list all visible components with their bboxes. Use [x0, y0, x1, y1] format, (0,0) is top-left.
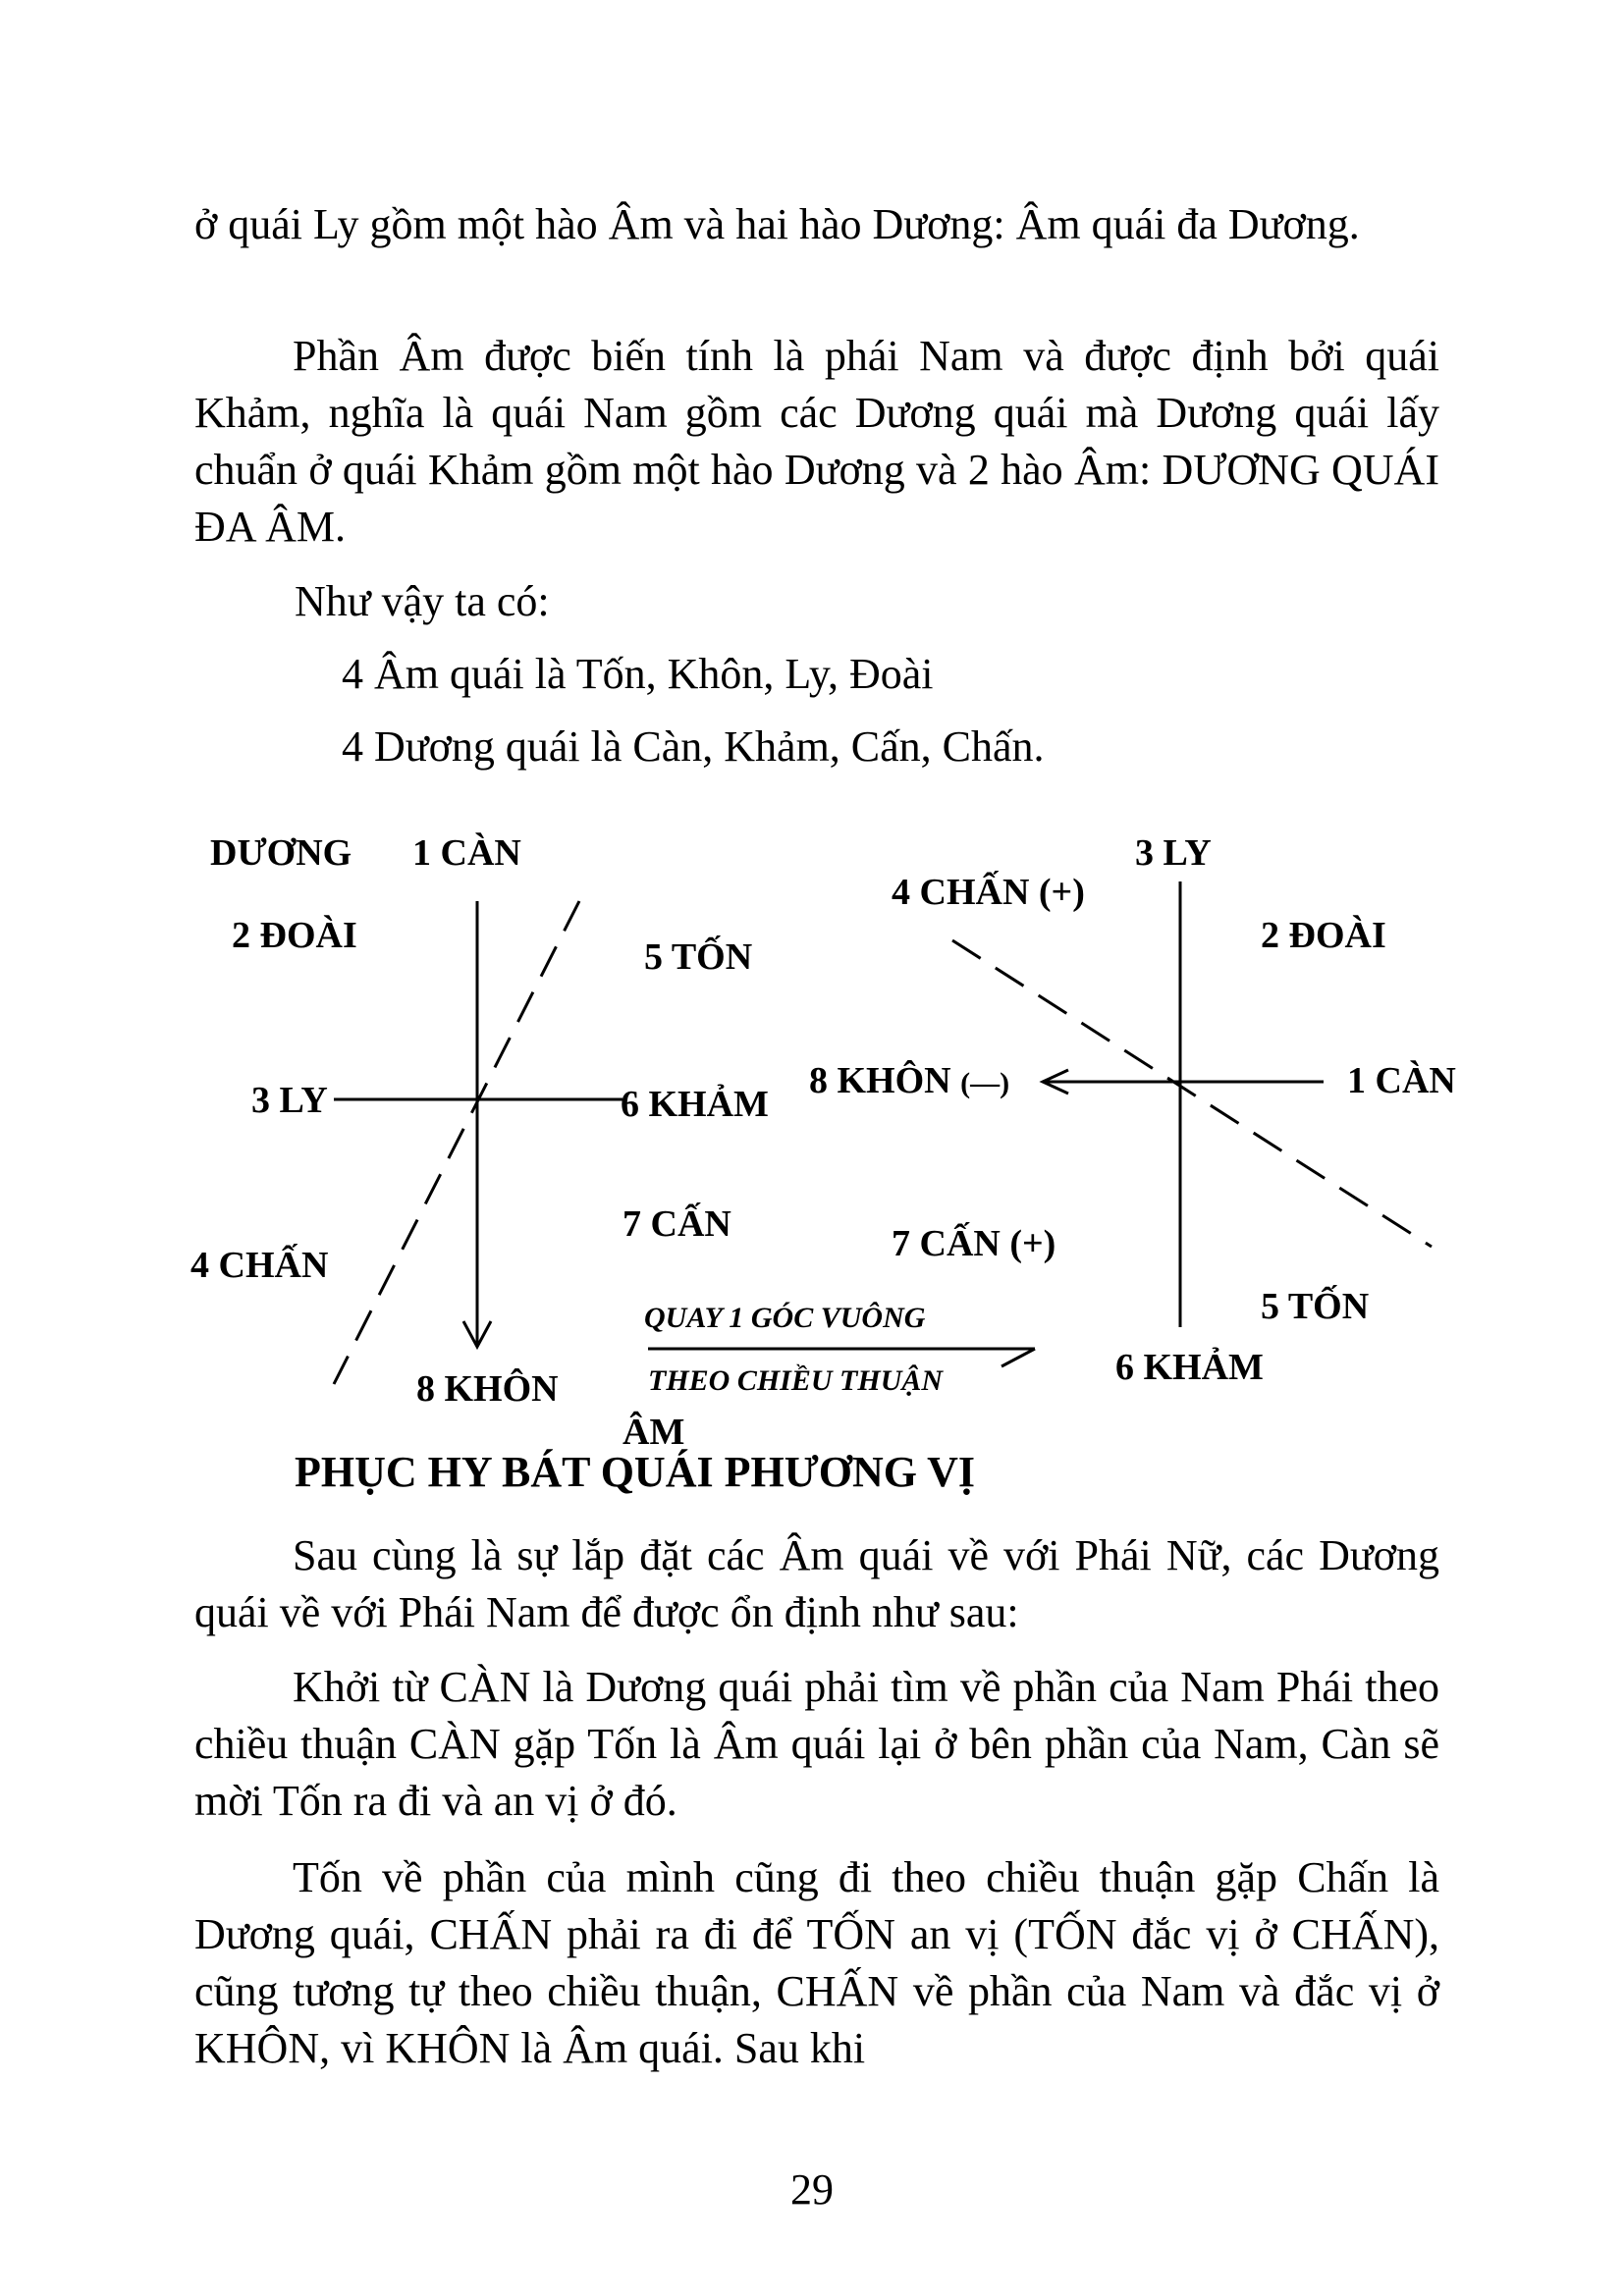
body-paragraph-1: Sau cùng là sự lắp đặt các Âm quái về với Phái Nữ, các Dương quái về với Phái Nam để được ổn định như sau: — [194, 1531, 1439, 1636]
left-label-kham: 6 KHẢM — [621, 1084, 769, 1125]
left-label-can7: 7 CẤN — [623, 1203, 731, 1245]
rotation-label-line1: QUAY 1 GÓC VUÔNG — [644, 1302, 926, 1334]
paragraph-2: Phần Âm được biến tính là phái Nam và được định bởi quái Khảm, nghĩa là quái Nam gồm các Dương quái mà Dương quái lấy chuẩn ở quái Khảm gồm một hào Dương và 2 hào Âm: DƯƠNG QUÁI ĐA ÂM. — [194, 332, 1439, 551]
left-label-can: 1 CÀN — [412, 832, 521, 874]
rotation-label-line2: THEO CHIỀU THUẬN — [648, 1364, 944, 1397]
section-heading: PHỤC HY BÁT QUÁI PHƯƠNG VỊ — [295, 1448, 976, 1496]
right-label-can7: 7 CẤN (+) — [892, 1223, 1056, 1264]
left-label-am: ÂM — [623, 1412, 685, 1453]
left-label-khon: 8 KHÔN — [416, 1368, 559, 1410]
left-label-chan: 4 CHẤN — [190, 1245, 329, 1286]
paragraph-1: ở quái Ly gồm một hào Âm và hai hào Dương: Âm quái đa Dương. — [194, 200, 1360, 248]
list-item-am-quai: 4 Âm quái là Tốn, Khôn, Ly, Đoài — [342, 650, 934, 698]
rotation-arrow-head — [1001, 1349, 1035, 1366]
right-label-ly: 3 LY — [1135, 832, 1212, 874]
left-label-ton: 5 TỐN — [644, 936, 753, 978]
page-number: 29 — [790, 2165, 834, 2214]
right-label-khon — [809, 1062, 1009, 1099]
list-item-duong-quai: 4 Dương quái là Càn, Khảm, Cấn, Chấn. — [342, 722, 1045, 771]
right-label-kham: 6 KHẢM — [1115, 1347, 1264, 1388]
body-paragraph-2: Khởi từ CÀN là Dương quái phải tìm về phần của Nam Phái theo chiều thuận CÀN gặp Tốn là Âm quái lại ở bên phần của Nam, Càn sẽ mời Tốn ra đi và an vị ở đó. — [194, 1663, 1439, 1825]
left-label-doai: 2 ĐOÀI — [232, 915, 357, 956]
body-paragraph-3: Tốn về phần của mình cũng đi theo chiều thuận gặp Chấn là Dương quái, CHẤN phải ra đi để TỐN an vị (TỐN đắc vị ở CHẤN), cũng tương tự theo chiều thuận, CHẤN về phần của Nam và đắc vị ở KHÔN, vì KHÔN là Âm quái. Sau khi — [194, 1853, 1439, 2072]
left-label-duong: DƯƠNG — [210, 832, 352, 874]
right-label-khon-sign: (—) — [960, 1067, 1010, 1099]
left-dashed-diagonal — [334, 901, 579, 1384]
right-label-ton: 5 TỐN — [1261, 1286, 1370, 1327]
paragraph-3: Như vậy ta có: — [295, 577, 550, 625]
left-label-ly: 3 LY — [251, 1080, 328, 1121]
right-label-khon-text: 8 KHÔN — [809, 1060, 951, 1101]
right-label-can: 1 CÀN — [1347, 1060, 1456, 1101]
right-label-chan: 4 CHẤN (+) — [892, 872, 1085, 913]
right-label-doai: 2 ĐOÀI — [1261, 915, 1386, 956]
